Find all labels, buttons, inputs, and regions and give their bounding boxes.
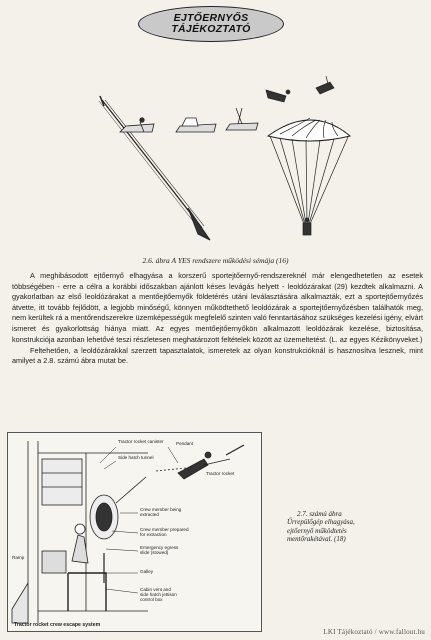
footer-watermark: LKI Tájékoztató / www.fallout.hu [323, 628, 425, 636]
label-cabin-vent: Cabin vent and side hatch jettison control box [140, 587, 177, 603]
ejection-seat-1 [120, 118, 154, 132]
caption-side-line1: 2.7. számú ábra [297, 510, 342, 518]
figure-crew-escape [7, 432, 262, 632]
label-pendant: Pendant [176, 441, 194, 446]
label-side-hatch-tunnel: Side hatch tunnel [118, 455, 154, 460]
header-title-line1: EJTŐERNYŐS [173, 12, 249, 24]
label-galley: Galley [140, 569, 154, 574]
caption-side-line2: Űrrepülőgép elhagyása, [287, 518, 355, 527]
header-badge [138, 6, 284, 42]
crew-escape-illustration [8, 433, 263, 633]
label-ramp: Ramp [12, 555, 25, 560]
header-title-line2: TÁJÉKOZTATÓ [171, 23, 251, 35]
ejection-seat-2 [176, 118, 216, 132]
ejection-seat-3 [226, 108, 258, 130]
label-emergency-egress-slide: Emergency egress slide (stowed) [140, 545, 179, 556]
yes-system-illustration [80, 48, 400, 248]
label-tractor-rocket: Tractor rocket [206, 471, 235, 476]
figure-caption-side [287, 510, 397, 544]
label-crew-member-extracted: Crew member being extracted [140, 507, 182, 518]
parachute [268, 118, 350, 235]
label-system-title: Tractor rocket crew escape system [14, 622, 101, 628]
separating-crew-1 [266, 90, 290, 102]
figure-caption-top: 2.6. ábra A YES rendszere működési sémája (16) [142, 256, 289, 265]
body-text [12, 271, 423, 367]
paragraph-1: A meghibásodott ejtőernyő elhagyása a korszerű sportejtőernyő-rendszereknél már elengedhetetlen az esetek többségében - erre a célra a korábbi időszakban ajánlott késes levágás helyett - leoldózárakat (29) kezdtek alkalmazni. A gyakorlatban az első leoldózárakat a mentőejtőernyők földetérés utáni leválasztására alkalmazták, ezt a sportejtőernyőzés átvette, itt tovább fejlődött, a legjobb minőségű, könnyen működtethető leoldózárak a sportejtőernyőzésben találhatók meg, nem kerültek rá a mentőrendszerekre üzemképességük megfelelő szinten való fenntartásához szükséges kezelési igény, elvárt ismeret és gyakorlottság hiánya miatt. Az egyes mentőejtőernyőkön alkalmazott leoldózárak kezelése, biztosítása, konstrukciója azonban lehetővé teszi részletesen meghatározott feltételek között az üzemeltetést. (L. az egyes Kézikönyveket.) [12, 271, 423, 344]
separating-crew-2 [316, 76, 334, 94]
figure-yes-system [80, 48, 400, 248]
paragraph-2: Feltehetően, a leoldózárakkal szerzett tapasztalatok, ismeretek az olyan konstrukcióknál is hasznosítva lesznek, mint amilyet a 2.8. számú ábra mutat be. [12, 345, 423, 366]
caption-side-line4: mentőrakétával. (18) [287, 535, 346, 544]
label-tractor-rocket-canister: Tractor rocket canister [118, 439, 164, 444]
label-crew-member-prepared: Crew member prepared for extraction [140, 527, 189, 538]
caption-side-line3: ejtőernyő működtetés [287, 526, 347, 535]
